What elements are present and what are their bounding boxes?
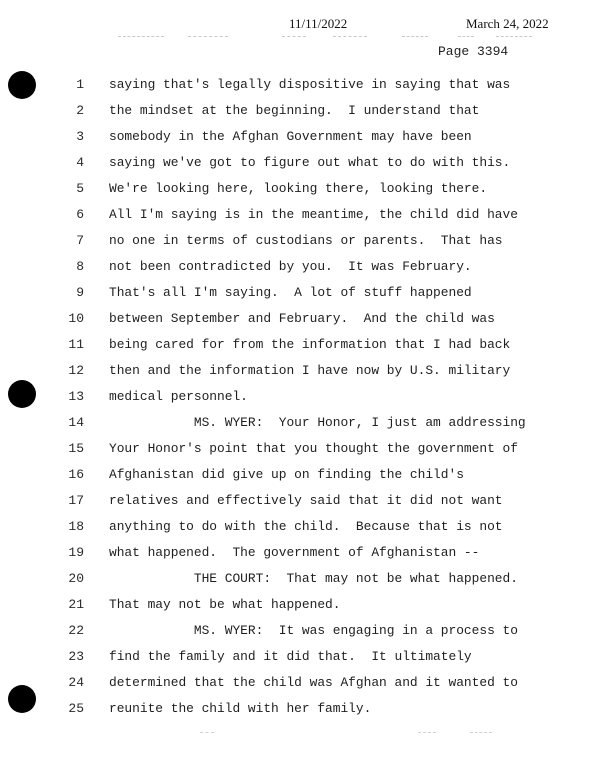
footer-rule	[418, 732, 436, 733]
header-rule	[496, 36, 532, 37]
line-text: what happened. The government of Afghanistan --	[109, 545, 480, 560]
line-number: 4	[76, 155, 84, 170]
header-rule	[333, 36, 367, 37]
line-number: 3	[76, 129, 84, 144]
transcript-line	[0, 207, 602, 233]
line-text: MS. WYER: Your Honor, I just am addressing	[109, 415, 526, 430]
line-text: saying we've got to figure out what to do with this.	[109, 155, 511, 170]
line-text: relatives and effectively said that it did not want	[109, 493, 503, 508]
line-text: THE COURT: That may not be what happened.	[109, 571, 518, 586]
line-number: 17	[68, 493, 84, 508]
line-number: 25	[68, 701, 84, 716]
line-number: 9	[76, 285, 84, 300]
line-text: We're looking here, looking there, looking there.	[109, 181, 488, 196]
line-text: saying that's legally dispositive in saying that was	[109, 77, 511, 92]
line-text: no one in terms of custodians or parents. That has	[109, 233, 503, 248]
line-text: not been contradicted by you. It was February.	[109, 259, 472, 274]
transcript-body	[0, 77, 602, 727]
transcript-line	[0, 129, 602, 155]
line-text: Your Honor's point that you thought the government of	[109, 441, 518, 456]
line-number: 8	[76, 259, 84, 274]
line-number: 13	[68, 389, 84, 404]
line-number: 6	[76, 207, 84, 222]
header-date-left: 11/11/2022	[289, 16, 348, 31]
header-rule	[188, 36, 228, 37]
transcript-line	[0, 519, 602, 545]
transcript-line	[0, 441, 602, 467]
line-number: 14	[68, 415, 84, 430]
line-text: reunite the child with her family.	[109, 701, 372, 716]
transcript-line	[0, 467, 602, 493]
page-number: Page 3394	[438, 44, 509, 59]
line-text: the mindset at the beginning. I understand that	[109, 103, 480, 118]
line-number: 24	[68, 675, 84, 690]
transcript-line	[0, 337, 602, 363]
line-text: Afghanistan did give up on finding the child's	[109, 467, 464, 482]
line-number: 18	[68, 519, 84, 534]
transcript-line	[0, 649, 602, 675]
line-number: 19	[68, 545, 84, 560]
line-text: being cared for from the information that I had back	[109, 337, 511, 352]
transcript-line	[0, 363, 602, 389]
line-number: 12	[68, 363, 84, 378]
transcript-line	[0, 597, 602, 623]
line-text: find the family and it did that. It ultimately	[109, 649, 472, 664]
header-rule	[282, 36, 306, 37]
transcript-line	[0, 233, 602, 259]
line-number: 10	[68, 311, 84, 326]
line-text: between September and February. And the child was	[109, 311, 495, 326]
transcript-line	[0, 155, 602, 181]
header-rule	[458, 36, 474, 37]
header-date-right: March 24, 2022	[466, 16, 549, 31]
line-number: 20	[68, 571, 84, 586]
line-number: 22	[68, 623, 84, 638]
line-number: 16	[68, 467, 84, 482]
line-number: 21	[68, 597, 84, 612]
footer-rule	[470, 732, 492, 733]
line-text: then and the information I have now by U.S. military	[109, 363, 511, 378]
transcript-line	[0, 77, 602, 103]
transcript-line	[0, 493, 602, 519]
line-text: medical personnel.	[109, 389, 248, 404]
transcript-line	[0, 103, 602, 129]
transcript-line	[0, 415, 602, 441]
transcript-line	[0, 545, 602, 571]
transcript-line	[0, 311, 602, 337]
line-number: 7	[76, 233, 84, 248]
line-text: somebody in the Afghan Government may have been	[109, 129, 472, 144]
line-text: All I'm saying is in the meantime, the child did have	[109, 207, 518, 222]
line-number: 11	[68, 337, 84, 352]
transcript-line	[0, 181, 602, 207]
line-number: 23	[68, 649, 84, 664]
line-text: MS. WYER: It was engaging in a process to	[109, 623, 518, 638]
transcript-line	[0, 675, 602, 701]
transcript-line	[0, 701, 602, 727]
transcript-line	[0, 571, 602, 597]
line-number: 1	[76, 77, 84, 92]
footer-rule	[200, 732, 214, 733]
transcript-line	[0, 259, 602, 285]
transcript-line	[0, 285, 602, 311]
line-number: 5	[76, 181, 84, 196]
line-text: anything to do with the child. Because that is not	[109, 519, 503, 534]
transcript-line	[0, 389, 602, 415]
header-rule	[118, 36, 164, 37]
line-text: determined that the child was Afghan and it wanted to	[109, 675, 518, 690]
transcript-line	[0, 623, 602, 649]
line-number: 15	[68, 441, 84, 456]
line-text: That may not be what happened.	[109, 597, 341, 612]
line-number: 2	[76, 103, 84, 118]
line-text: That's all I'm saying. A lot of stuff happened	[109, 285, 472, 300]
header-rule	[402, 36, 428, 37]
